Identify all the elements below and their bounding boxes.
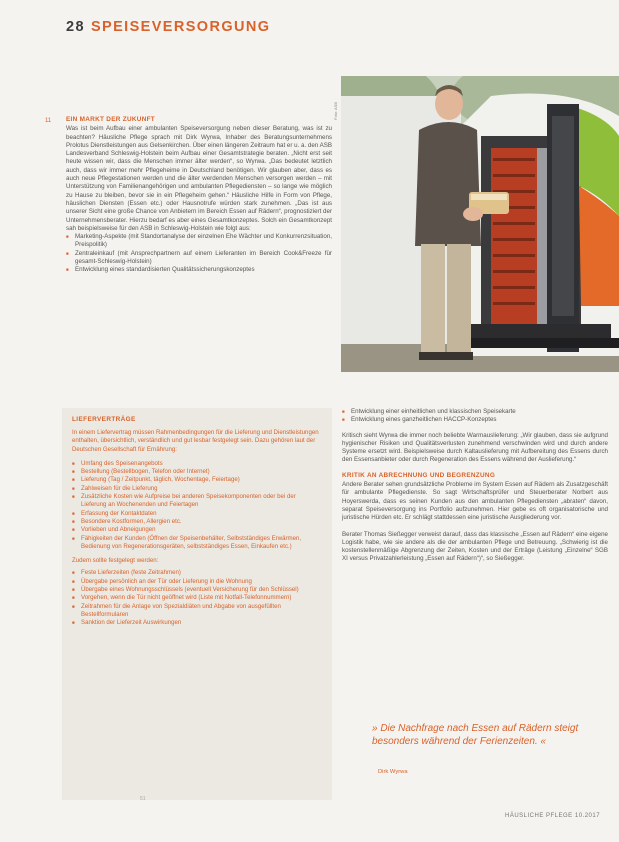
list-item: ■ Übergabe eines Wohnungsschlüssels (eventuell Versicherung für den Schlüssel) [72, 586, 322, 594]
list-item: ■ Erfassung der Kontaktdaten [72, 510, 322, 518]
pull-quote: » Die Nachfrage nach Essen auf Rädern steigt besonders während der Ferienzeiten. « [372, 723, 579, 747]
quote-author: Dirk Wyrwa [378, 769, 408, 775]
list-item: ■ Sanktion der Lieferzeit Auswirkungen [72, 619, 322, 627]
article-right-column [342, 408, 608, 564]
section-title: SPEISEVERSORGUNG [90, 19, 271, 35]
heading-markt-der-zukunft: EIN MARKT DER ZUKUNFT [66, 116, 156, 123]
box-list-additional [72, 569, 322, 627]
intro-paragraph: Was ist beim Aufbau einer ambulanten Speiseversorgung neben dieser Beratung, was ist zu beachten? Häusliche Pflege sprach mit Dirk Wyrwa, Inhaber des Beratungsunternehmens Prolotus Dienstleistungen aus Gelsenkirchen. Über einen längeren Zeitraum hat er u. a. den ASB Landesverband Schleswig-Holstein beim Aufbau einer Gesamtstrategie beraten. „Nicht erst seit heute wissen wir, dass die Menschen immer älter werden“, so Wyrwa. „Das bedeutet letztlich auch, dass wir immer mehr Pflegeheime in Deutschland benötigen. Wir glauben aber, dass es auch neue Pflegestationen werden und die älter werdenden Menschen versorgen werden – mit Unterstützung von Familienangehörigen und ambulanten Pflegediensten – so lange wie möglich zu Hause zu bleiben, bevor sie in ein Pflegeheim gehen.“ Häusliche Hilfe in Form von Pflege, häuslichen Diensten (Essen etc.) oder Hausnotrufe würden stark zunehmen. „Das ist aus unserer Sicht eine große Chance von Anbietern im Bereich Essen auf Rädern“, prognostiziert der Unternehmensberater. Hierzu bedarf es aber eines Gesamtkonzeptes. Solch ein Gesamtkonzept sah beispielsweise für den ASB in Schleswig-Holstein wie folgt aus: [66, 125, 332, 232]
list-item: ■ Fähigkeiten der Kunden (Öffnen der Speisenbehälter, Selbstständiges Erwärmen, Bedienung von Regenerationsgeräten, selbstständiges Essen, Einkaufen etc.) [72, 535, 322, 552]
box-intro: In einem Liefervertrag müssen Rahmenbedingungen für die Lieferung und Dienstleistungen enthalten, übersichtlich, verständlich und gut lesbar festgelegt sein. Dazu gehören laut der Deutschen Gesellschaft für Ernährung: [72, 429, 319, 453]
list-item: ■ Besondere Kostformen, Allergien etc. [72, 518, 322, 526]
photo-credit: Foto: ASB [333, 101, 338, 120]
list-item: ■ Vorlieben und Abneigungen [72, 526, 322, 534]
paragraph-kritik: Andere Berater sehen grundsätzliche Probleme im System Essen auf Rädern als Zusatzgeschäft für ambulante Pflegedienste. So sagt Wirtschaftsprüfer und Steuerberater Norbert aus Hoyerswerda, dass es seinen Kunden aus den ambulanten Pflegediensten „abraten“ davon, separat Speiseversorgung ins Portfolio aufzunehmen. Hier gebe es oft organisatorische und juristische Hürden etc. Er schlägt stattdessen eine juristische Ausgliederung vor. [342, 481, 608, 522]
photo-illustration [341, 76, 619, 372]
magazine-footer: HÄUSLICHE PFLEGE 10.2017 [505, 813, 601, 819]
page-number: 28 [66, 19, 85, 35]
article-left-column [66, 116, 332, 275]
list-item: ■ Übergabe persönlich an der Tür oder Lieferung in die Wohnung [72, 578, 322, 586]
concept-list [66, 233, 332, 274]
page-mark: 51 [140, 796, 146, 802]
list-item: ■ Entwicklung einer einheitlichen und klassischen Speisekarte [342, 408, 608, 416]
paragraph-warmauslieferung: Kritisch sieht Wyrwa die immer noch beliebte Warmauslieferung: „Wir glauben, dass sie aufgrund hygienischer Risiken und Qualitätsverlusten zunehmend verschwinden wird und durch andere Systeme ersetzt wird. Beispielsweise durch Kaltauslieferung mit Aufbereitung des Essens durch den Essensanbieter oder durch Regeneration des Essens während der Auslieferung.“ [342, 431, 608, 464]
list-item: ■ Zeitrahmen für die Anlage von Spezialdiäten und Abgabe von ausgefüllten Bestellformularen [72, 603, 322, 620]
box-title: LIEFERVERTRÄGE [72, 416, 136, 423]
margin-marker: 11 [45, 118, 52, 124]
info-box-liefervertraege [62, 408, 332, 800]
concept-list-continued [342, 408, 608, 425]
box-subintro: Zudem sollte festgelegt werden: [72, 557, 159, 565]
box-list-requirements [72, 460, 322, 551]
delivery-van-photo [341, 76, 619, 372]
heading-kritik: KRITIK AN ABRECHNUNG UND BEGRENZUNG [342, 471, 496, 479]
list-item: ■ Zentraleinkauf (mit Ansprechpartnern auf einem Lieferanten im Bereich Cook&Freeze für gesamt-Schleswig-Holstein) [66, 250, 332, 267]
page-header [66, 19, 270, 35]
list-item: ■ Marketing-Aspekte (mit Standortanalyse der einzelnen Ehe Wächter und Konkurrenzsituation, Preispolitik) [66, 233, 332, 250]
list-item: ■ Zusätzliche Kosten wie Aufpreise bei anderen Speisekomponenten oder bei der Lieferung an Wochenenden und Feiertagen [72, 493, 322, 510]
paragraph-siessegger: Berater Thomas Sießegger verweist darauf, dass das klassische „Essen auf Rädern“ eine eigene Logistik habe, wie sie andere als die der ambulanten Pflege und Betreuung. „Schwierig ist die kostenstellenmäßige Abgrenzung der Zeiten, Kosten und der Erträge (Leistung „Einzelne“ SGB XI versus Privatzahlerleistung „Essen auf Rädern“)“, so Sießegger. [342, 530, 608, 563]
list-item: ■ Zahlweisen für die Lieferung [72, 485, 322, 493]
list-item: ■ Bestellung (Bestellbogen, Telefon oder Internet) [72, 468, 322, 476]
list-item: ■ Umfang des Speisenangebots [72, 460, 322, 468]
list-item: ■ Feste Lieferzeiten (feste Zeitrahmen) [72, 569, 322, 577]
list-item: ■ Lieferung (Tag / Zeitpunkt, täglich, Wochentage, Feiertage) [72, 476, 322, 484]
list-item: ■ Entwicklung eines standardisierten Qualitätssicherungskonzeptes [66, 266, 332, 274]
list-item: ■ Vorgehen, wenn die Tür nicht geöffnet wird (Liste mit Notfall-Telefonnummern) [72, 594, 322, 602]
list-item: ■ Entwicklung eines ganzheitlichen HACCP-Konzeptes [342, 416, 608, 424]
